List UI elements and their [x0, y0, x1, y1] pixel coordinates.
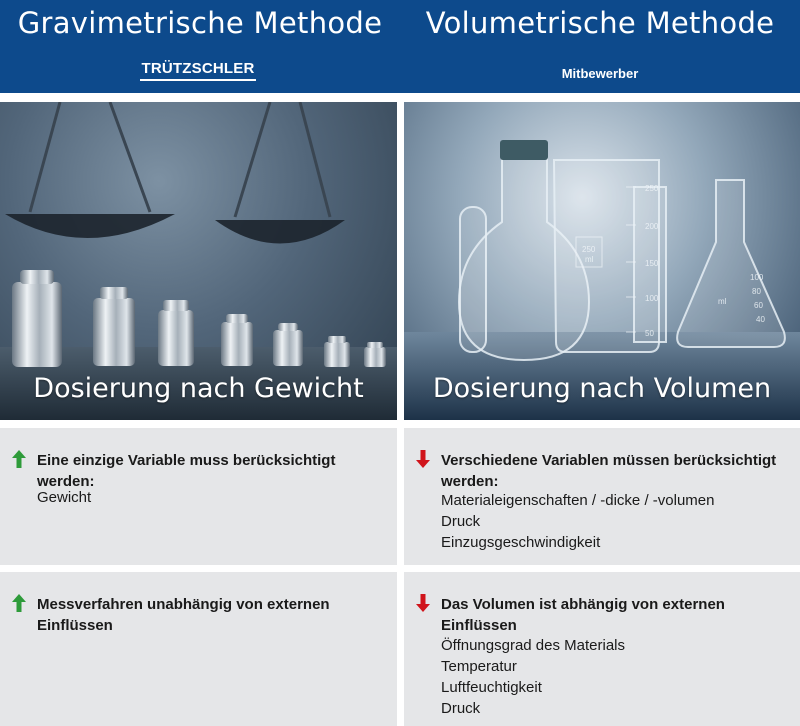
gravimetric-variable-item: Gewicht — [37, 489, 92, 506]
balance-pan — [5, 214, 175, 238]
arrow-up-icon — [12, 594, 26, 612]
header-bar — [0, 0, 800, 93]
balance-string — [30, 102, 60, 212]
flask-stopper — [500, 140, 548, 160]
gravimetric-title: Gravimetrische Methode — [17, 6, 383, 40]
balance-string — [235, 102, 270, 217]
volumetric-variable-item: Einzugsgeschwindigkeit — [441, 534, 601, 551]
flask-mark: 80 — [752, 287, 761, 296]
gravimetric-influence-panel — [0, 572, 397, 726]
weights-photo — [0, 102, 397, 420]
volumetric-influence-heading: Das Volumen ist abhängig von externen Einflüssen — [441, 596, 725, 634]
volumetric-variable-item: Materialeigenschaften / -dicke / -volumen — [441, 492, 715, 509]
volumetric-variable-item: Druck — [441, 513, 481, 530]
truetzschler-logo — [140, 61, 256, 81]
arrow-up-icon — [12, 450, 26, 468]
flask-mark: 100 — [750, 273, 764, 282]
flask-mark: 60 — [754, 301, 763, 310]
volumetric-influence-item: Luftfeuchtigkeit — [441, 679, 542, 696]
volumetric-influence-item: Druck — [441, 700, 481, 717]
volumetric-title: Volumetrische Methode — [425, 6, 775, 40]
beaker-label-volume: 250 — [582, 245, 596, 254]
balance-string — [300, 102, 330, 217]
arrow-down-icon — [416, 594, 430, 612]
scale-mark: 150 — [645, 259, 659, 268]
gravimetric-influence-heading: Messverfahren unabhängig von externen Einflüssen — [37, 596, 330, 634]
logo-text: TRÜTZSCHLER — [141, 60, 255, 77]
volumetric-variables-panel — [404, 428, 800, 565]
volumetric-photo-caption: Dosierung nach Volumen — [432, 373, 772, 404]
volumetric-variables-heading: Verschiedene Variablen müssen berücksichtigt werden: — [441, 452, 777, 490]
scale-mark: 50 — [645, 329, 654, 338]
scale-mark: 250 — [645, 184, 659, 193]
gravimetric-variables-heading: Eine einzige Variable muss berücksichtigt werden: — [37, 452, 336, 490]
competitor-subtitle: Mitbewerber — [561, 66, 639, 81]
beaker-label-unit: ml — [585, 255, 594, 264]
arrow-down-icon — [416, 450, 430, 468]
volumetric-influence-item: Temperatur — [441, 658, 517, 675]
glassware-photo — [404, 102, 800, 420]
gravimetric-variables-panel — [0, 428, 397, 565]
gravimetric-photo-caption: Dosierung nach Gewicht — [33, 373, 364, 404]
flask-mark: 40 — [756, 315, 765, 324]
erlenmeyer-flask — [677, 180, 785, 347]
flask-unit: ml — [718, 297, 727, 306]
logo-underline — [140, 79, 256, 81]
scale-mark: 200 — [645, 222, 659, 231]
scale-mark: 100 — [645, 294, 659, 303]
volumetric-influence-panel — [404, 572, 800, 726]
volumetric-influence-item: Öffnungsgrad des Materials — [441, 637, 625, 654]
balance-string — [110, 102, 150, 212]
balance-pan — [215, 220, 345, 244]
